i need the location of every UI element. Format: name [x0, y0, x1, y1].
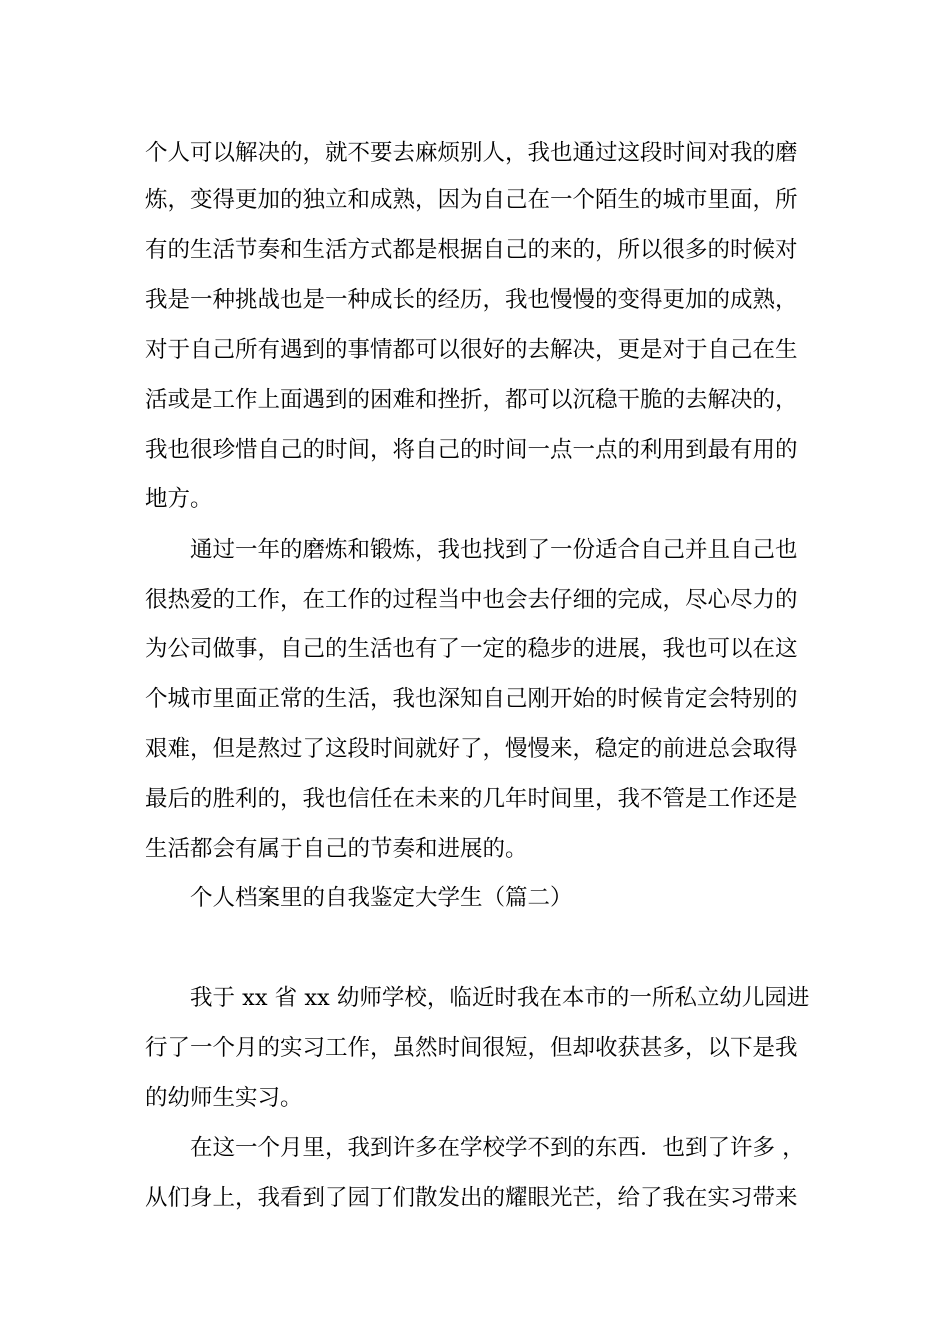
- text-line: 为公司做事，自己的生活也有了一定的稳步的进展，我也可以在这: [145, 636, 798, 662]
- text-line: 个城市里面正常的生活，我也深知自己刚开始的时候肯定会特别的: [145, 686, 798, 712]
- text-line: 地方。: [145, 486, 213, 512]
- text-line: 很热爱的工作，在工作的过程当中也会去仔细的完成，尽心尽力的: [145, 587, 798, 613]
- text-line: 通过一年的磨炼和锻炼，我也找到了一份适合自己并且自己也: [190, 537, 798, 563]
- text-line: 我也很珍惜自己的时间，将自己的时间一点一点的利用到最有用的: [145, 437, 798, 463]
- text-line: 对于自己所有遇到的事情都可以很好的去解决，更是对于自己在生: [145, 337, 798, 363]
- text-line: 的幼师生实习。: [145, 1085, 303, 1111]
- text-line: 从们身上，我看到了园丁们散发出的耀眼光芒，给了我在实习带来: [145, 1185, 798, 1211]
- section-heading: 个人档案里的自我鉴定大学生（篇二）: [190, 885, 573, 911]
- text-line: 我于 xx 省 xx 幼师学校，临近时我在本市的一所私立幼儿园进: [190, 985, 810, 1011]
- text-line: 艰难，但是熬过了这段时间就好了，慢慢来，稳定的前进总会取得: [145, 736, 798, 762]
- text-line: 在这一个月里，我到许多在学校学不到的东西．也到了许多 ，: [190, 1135, 805, 1161]
- text-line: 行了一个月的实习工作，虽然时间很短，但却收获甚多，以下是我: [145, 1035, 798, 1061]
- text-line: 有的生活节奏和生活方式都是根据自己的来的，所以很多的时候对: [145, 237, 798, 263]
- text-line: 最后的胜利的，我也信任在未来的几年时间里，我不管是工作还是: [145, 786, 798, 812]
- text-line: 个人可以解决的，就不要去麻烦别人，我也通过这段时间对我的磨: [145, 140, 798, 166]
- text-line: 炼，变得更加的独立和成熟，因为自己在一个陌生的城市里面，所: [145, 187, 798, 213]
- text-line: 我是一种挑战也是一种成长的经历，我也慢慢的变得更加的成熟，: [145, 287, 798, 313]
- text-line: 活或是工作上面遇到的困难和挫折，都可以沉稳干脆的去解决的，: [145, 387, 798, 413]
- text-line: 生活都会有属于自己的节奏和进展的。: [145, 836, 528, 862]
